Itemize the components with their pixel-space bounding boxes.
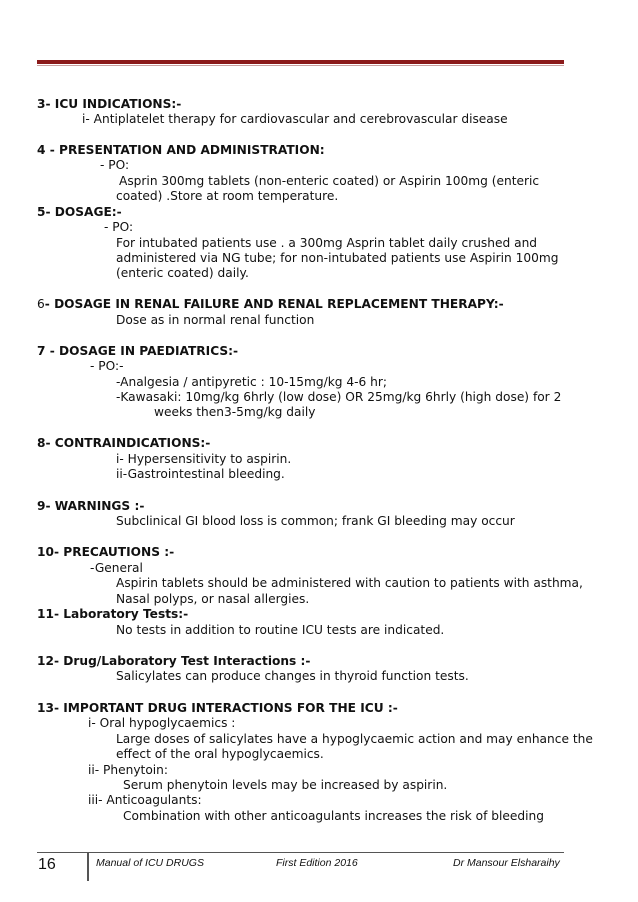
section-12-line: Salicylates can produce changes in thyroid function tests. (116, 669, 469, 683)
section-7-line: weeks then3-5mg/kg daily (154, 405, 316, 419)
section-7-line: - PO:- (90, 359, 124, 373)
page-number: 16 (38, 856, 56, 873)
section-6-line: Dose as in normal renal function (116, 313, 315, 327)
section-11-line: No tests in addition to routine ICU tests are indicated. (116, 623, 445, 637)
section-10-line: -General (90, 561, 143, 575)
footer-book-title: Manual of ICU DRUGS (96, 857, 204, 869)
footer-edition: First Edition 2016 (276, 857, 358, 869)
section-13-line: Large doses of salicylates have a hypoglycaemic action and may enhance the (116, 732, 593, 746)
section-6-heading (37, 297, 504, 312)
section-13-heading: 13- IMPORTANT DRUG INTERACTIONS FOR THE ICU :- (37, 701, 398, 715)
section-4-line: Asprin 300mg tablets (non-enteric coated) or Aspirin 100mg (enteric (119, 174, 540, 188)
section-13-line: i- Oral hypoglycaemics : (88, 716, 236, 730)
section-10-line: Nasal polyps, or nasal allergies. (116, 592, 310, 606)
section-12-heading: 12- Drug/Laboratory Test Interactions :- (37, 654, 311, 668)
section-8-heading: 8- CONTRAINDICATIONS:- (37, 436, 211, 450)
section-13-line: ii- Phenytoin: (88, 763, 169, 777)
section-8-line: ii-Gastrointestinal bleeding. (116, 467, 285, 481)
section-5-line: - PO: (104, 220, 134, 234)
section-5-line: (enteric coated) daily. (116, 266, 249, 280)
section-13-line: Serum phenytoin levels may be increased by aspirin. (123, 778, 448, 792)
section-5-heading: 5- DOSAGE:- (37, 205, 122, 219)
section-3-line: i- Antiplatelet therapy for cardiovascular and cerebrovascular disease (82, 112, 508, 126)
section-9-line: Subclinical GI blood loss is common; frank GI bleeding may occur (116, 514, 515, 528)
section-5-line: For intubated patients use . a 300mg Asprin tablet daily crushed and (116, 236, 538, 250)
section-3-heading: 3- ICU INDICATIONS:- (37, 97, 182, 111)
section-5-line: administered via NG tube; for non-intubated patients use Aspirin 100mg (116, 251, 559, 265)
footer-rule (37, 852, 564, 853)
section-9-heading: 9- WARNINGS :- (37, 499, 145, 513)
section-7-line: -Analgesia / antipyretic : 10-15mg/kg 4-6 hr; (116, 375, 388, 389)
footer-divider (87, 853, 89, 881)
section-11-heading: 11- Laboratory Tests:- (37, 607, 189, 621)
section-7-heading: 7 - DOSAGE IN PAEDIATRICS:- (37, 344, 239, 358)
section-7-line: -Kawasaki: 10mg/kg 6hrly (low dose) OR 25mg/kg 6hrly (high dose) for 2 (116, 390, 562, 404)
section-13-line: iii- Anticoagulants: (88, 793, 202, 807)
section-6-number: 6 (37, 297, 45, 311)
section-6-title: - DOSAGE IN RENAL FAILURE AND RENAL REPLACEMENT THERAPY:- (44, 297, 504, 311)
section-4-heading: 4 - PRESENTATION AND ADMINISTRATION: (37, 143, 325, 157)
footer-author: Dr Mansour Elsharaihy (453, 857, 560, 869)
section-8-line: i- Hypersensitivity to aspirin. (116, 452, 292, 466)
section-10-heading: 10- PRECAUTIONS :- (37, 545, 175, 559)
section-13-line: Combination with other anticoagulants increases the risk of bleeding (123, 809, 544, 823)
section-4-line: - PO: (100, 158, 130, 172)
section-4-line: coated) .Store at room temperature. (116, 189, 339, 203)
section-10-line: Aspirin tablets should be administered with caution to patients with asthma, (116, 576, 583, 590)
section-13-line: effect of the oral hypoglycaemics. (116, 747, 324, 761)
